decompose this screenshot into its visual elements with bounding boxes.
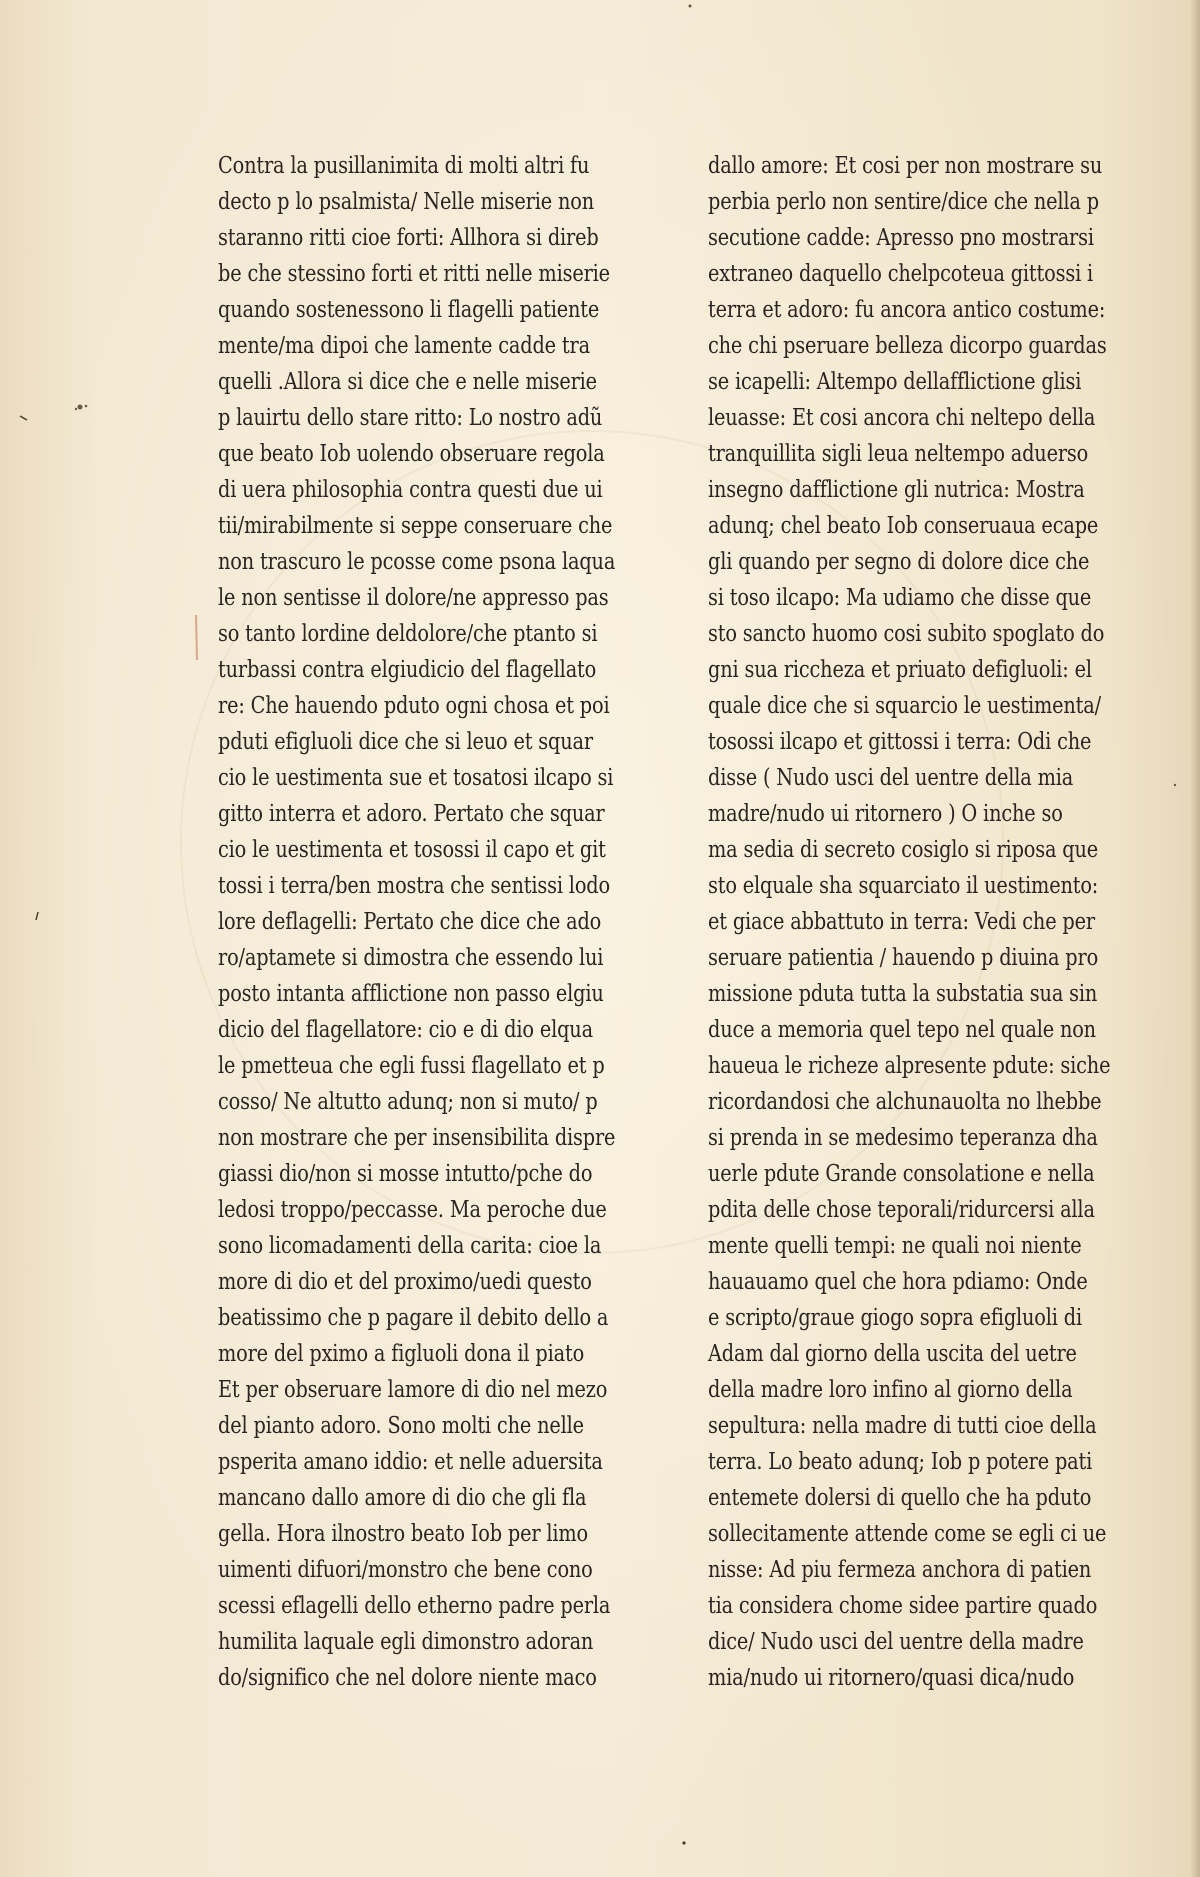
text-line: quelli .Allora si dice che e nelle miserie: [218, 369, 597, 395]
text-line: se icapelli: Altempo dellafflictione glisi: [708, 369, 1082, 395]
ink-speck: [20, 416, 27, 420]
text-line: extraneo daquello chelpcoteua gittossi i: [708, 261, 1094, 287]
text-line: della madre loro infino al giorno della: [708, 1377, 1073, 1403]
text-line: cosso/ Ne altutto adunq; non si muto/ p: [218, 1089, 598, 1115]
text-line: mia/nudo ui ritornero/quasi dica/nudo: [708, 1665, 1075, 1691]
text-line: si toso ilcapo: Ma udiamo che disse que: [708, 585, 1092, 611]
text-line: sono licomadamenti della carita: cioe la: [218, 1233, 602, 1259]
text-line: re: Che hauendo pduto ogni chosa et poi: [218, 693, 610, 719]
text-line: cio le uestimenta sue et tosatosi ilcapo si: [218, 765, 614, 791]
text-line: leuasse: Et cosi ancora chi neltepo della: [708, 405, 1096, 431]
text-line: dicio del flagellatore: cio e di dio elqua: [218, 1017, 593, 1043]
text-line: do/significo che nel dolore niente maco: [218, 1665, 597, 1691]
text-line: disse ( Nudo usci del uentre della mia: [708, 765, 1074, 791]
page-edge-shadow: [1190, 0, 1200, 1877]
text-line: sto elquale sha squarciato il uestimento:: [708, 873, 1099, 899]
text-line: le non sentisse il dolore/ne appresso pas: [218, 585, 609, 611]
text-line: mancano dallo amore di dio che gli fla: [218, 1485, 587, 1511]
text-line: mente/ma dipoi che lamente cadde tra: [218, 333, 590, 359]
text-line: p lauirtu dello stare ritto: Lo nostro adũ: [218, 405, 603, 431]
ink-speck: [682, 1841, 685, 1844]
text-line: posto intanta afflictione non passo elgiu: [218, 981, 604, 1007]
text-line: be che stessino forti et ritti nelle miserie: [218, 261, 610, 287]
text-line: nisse: Ad piu fermeza anchora di patien: [708, 1557, 1092, 1583]
text-line: ma sedia di secreto cosiglo si riposa que: [708, 837, 1099, 863]
text-line: tii/mirabilmente si seppe conseruare che: [218, 513, 613, 539]
text-line: turbassi contra elgiudicio del flagellato: [218, 657, 597, 683]
text-line: Et per obseruare lamore di dio nel mezo: [218, 1377, 608, 1403]
text-line: haueua le richeze alpresente pdute: siche: [708, 1053, 1111, 1079]
text-line: more del pximo a figluoli dona il piato: [218, 1341, 585, 1367]
text-line: insegno dafflictione gli nutrica: Mostra: [708, 477, 1085, 503]
text-line: sepultura: nella madre di tutti cioe della: [708, 1413, 1097, 1439]
text-line: madre/nudo ui ritornero ) O inche so: [708, 801, 1063, 827]
text-line: adunq; chel beato Iob conseruaua ecape: [708, 513, 1099, 539]
text-line: ledosi troppo/peccasse. Ma peroche due: [218, 1197, 607, 1223]
text-line: tia considera chome sidee partire quado: [708, 1593, 1098, 1619]
text-line: mente quelli tempi: ne quali noi niente: [708, 1233, 1082, 1259]
text-line: decto p lo psalmista/ Nelle miserie non: [218, 189, 595, 215]
text-line: pduti efigluoli dice che si leuo et squar: [218, 729, 593, 755]
ink-speck: [689, 5, 692, 8]
text-line: psperita amano iddio: et nelle aduersita: [218, 1449, 603, 1475]
text-line: et giace abbattuto in terra: Vedi che per: [708, 909, 1095, 935]
text-line: tosossi ilcapo et gittossi i terra: Odi che: [708, 729, 1092, 755]
text-line: entemete dolersi di quello che ha pduto: [708, 1485, 1092, 1511]
text-line: non mostrare che per insensibilita dispre: [218, 1125, 616, 1151]
text-column-right: [708, 148, 1148, 1696]
text-line: Adam dal giorno della uscita del uetre: [708, 1341, 1077, 1367]
text-line: e scripto/graue giogo sopra efigluoli di: [708, 1305, 1082, 1331]
text-line: dallo amore: Et cosi per non mostrare su: [708, 153, 1103, 179]
text-line: more di dio et del proximo/uedi questo: [218, 1269, 592, 1295]
text-line: seruare patientia / hauendo p diuina pro: [708, 945, 1099, 971]
ink-speck: [85, 405, 88, 408]
text-line: si prenda in se medesimo teperanza dha: [708, 1125, 1098, 1151]
text-line: non trascuro le pcosse come psona laqua: [218, 549, 616, 575]
text-line: giassi dio/non si mosse intutto/pche do: [218, 1161, 593, 1187]
text-line: staranno ritti cioe forti: Allhora si direb: [218, 225, 599, 251]
text-line: perbia perlo non sentire/dice che nella p: [708, 189, 1099, 215]
text-line: terra et adoro: fu ancora antico costume:: [708, 297, 1106, 323]
margin-mark: [196, 615, 197, 660]
text-line: so tanto lordine deldolore/che ptanto si: [218, 621, 598, 647]
text-line: sollecitamente attende come se egli ci ue: [708, 1521, 1107, 1547]
ink-speck: [1174, 784, 1176, 786]
text-line: humilita laquale egli dimonstro adoran: [218, 1629, 594, 1655]
ink-speck: [36, 912, 38, 920]
ink-speck: [78, 405, 83, 410]
text-column-left: [218, 148, 658, 1696]
text-line: uerle pdute Grande consolatione e nella: [708, 1161, 1095, 1187]
text-line: hauauamo quel che hora pdiamo: Onde: [708, 1269, 1088, 1295]
text-line: uimenti difuori/monstro che bene cono: [218, 1557, 593, 1583]
text-line: quale dice che si squarcio le uestimenta/: [708, 693, 1101, 719]
text-line: secutione cadde: Apresso pno mostrarsi: [708, 225, 1094, 251]
text-line: tossi i terra/ben mostra che sentissi lodo: [218, 873, 610, 899]
text-line: ro/aptamete si dimostra che essendo lui: [218, 945, 604, 971]
text-line: gella. Hora ilnostro beato Iob per limo: [218, 1521, 589, 1547]
text-line: terra. Lo beato adunq; Iob p potere pati: [708, 1449, 1093, 1475]
text-line: missione pduta tutta la substatia sua sin: [708, 981, 1098, 1007]
text-line: duce a memoria quel tepo nel quale non: [708, 1017, 1096, 1043]
text-line: scessi eflagelli dello etherno padre perla: [218, 1593, 611, 1619]
text-line: cio le uestimenta et tosossi il capo et git: [218, 837, 606, 863]
text-line: pdita delle chose teporali/ridurcersi alla: [708, 1197, 1095, 1223]
text-line: dice/ Nudo usci del uentre della madre: [708, 1629, 1084, 1655]
text-line: beatissimo che p pagare il debito dello a: [218, 1305, 609, 1331]
text-line: ricordandosi che alchunauolta no lhebbe: [708, 1089, 1102, 1115]
text-line: gni sua riccheza et priuato defigluoli: el: [708, 657, 1092, 683]
text-line: tranquillita sigli leua neltempo aduerso: [708, 441, 1089, 467]
text-line: gli quando per segno di dolore dice che: [708, 549, 1090, 575]
text-line: gitto interra et adoro. Pertato che squar: [218, 801, 605, 827]
text-line: del pianto adoro. Sono molti che nelle: [218, 1413, 584, 1439]
text-line: lore deflagelli: Pertato che dice che ado: [218, 909, 602, 935]
text-line: di uera philosophia contra questi due ui: [218, 477, 603, 503]
text-line: sto sancto huomo cosi subito spoglato do: [708, 621, 1105, 647]
text-line: le pmetteua che egli fussi flagellato et p: [218, 1053, 605, 1079]
text-line: que beato Iob uolendo obseruare regola: [218, 441, 605, 467]
text-line: quando sostenessono li flagelli patiente: [218, 297, 600, 323]
ink-speck: [75, 408, 77, 410]
text-line: che chi pseruare belleza dicorpo guardas: [708, 333, 1107, 359]
text-line: Contra la pusillanimita di molti altri fu: [218, 153, 590, 179]
